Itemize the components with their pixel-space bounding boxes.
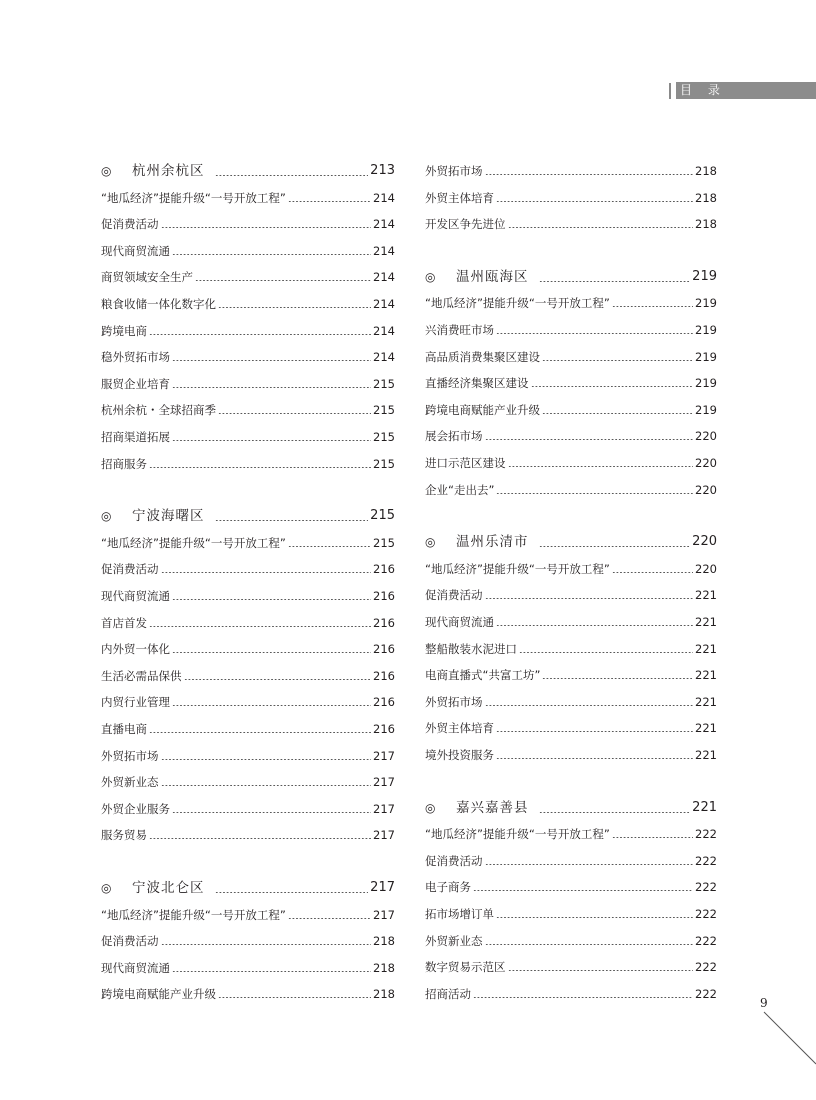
page-number: 9 (760, 996, 768, 1010)
toc-page-number: 214 (373, 270, 395, 285)
toc-label-text: 杭州余杭・全球招商季 (101, 403, 216, 418)
toc-label-text: 商贸领域安全生产 (101, 270, 193, 285)
toc-label-text: 电商直播式“共富工坊” (425, 668, 541, 683)
toc-page-number: 219 (692, 268, 717, 284)
section-bullet-icon: ◎ (101, 164, 112, 178)
toc-label-text: 境外投资服务 (425, 748, 494, 762)
toc-label-text: 促消费活动 (101, 934, 159, 949)
section-bullet-icon: ◎ (101, 509, 112, 524)
toc-page-number: 214 (373, 350, 395, 365)
toc-label-text: 整船散装水泥进口 (425, 641, 517, 656)
toc-label-text: “地瓜经济”提能升级“一号开放工程” (101, 535, 286, 550)
toc-page-number: 215 (373, 456, 395, 471)
toc-page-number: 216 (373, 642, 395, 657)
toc-label-text: 服贸企业培育 (101, 376, 170, 391)
toc-page-number: 220 (692, 534, 717, 550)
toc-page-number: 218 (373, 934, 395, 949)
toc-page-number: 215 (373, 376, 395, 391)
toc-label-text: 直播经济集聚区建设 (425, 376, 529, 391)
toc-page-number: 221 (695, 615, 717, 629)
toc-page-number: 217 (373, 748, 395, 763)
toc-page-number: 216 (373, 722, 395, 736)
corner-diagonal (764, 1012, 816, 1064)
toc-page-number: 214 (373, 190, 395, 205)
toc-page-number: 220 (695, 429, 717, 444)
toc-page-number: 218 (695, 217, 717, 232)
toc-label-text: 招商渠道拓展 (101, 430, 170, 444)
toc-page-number: 218 (373, 987, 395, 1002)
toc-label-text: 进口示范区建设 (425, 456, 506, 470)
toc-page-number: 214 (373, 243, 395, 258)
toc-label-text: 粮食收储一体化数字化 (101, 297, 216, 311)
toc-page-number: 220 (695, 561, 717, 576)
toc-label-text: 内贸行业管理 (101, 695, 170, 710)
toc-label-text: 外贸拓市场 (425, 694, 483, 709)
toc-label-text: “地瓜经济”提能升级“一号开放工程” (101, 190, 286, 205)
toc-label-text: 拓市场增订单 (425, 907, 494, 921)
toc-page-number: 218 (695, 164, 717, 178)
toc-label-text: 宁波海曙区 (132, 508, 205, 525)
toc-label-text: 跨境电商赋能产业升级 (425, 402, 540, 417)
toc-label-text: 跨境电商赋能产业升级 (101, 987, 216, 1002)
toc-page-number: 222 (695, 827, 717, 842)
toc-label-text: 招商活动 (425, 986, 471, 1001)
toc-page-number: 221 (695, 721, 717, 736)
section-bullet-icon: ◎ (101, 881, 112, 895)
toc-page-number: 220 (695, 456, 717, 470)
toc-page-number: 213 (370, 163, 395, 178)
toc-label-text: 外贸新业态 (425, 933, 483, 948)
toc-label-text: 服务贸易 (101, 828, 147, 843)
toc-page-number: 220 (695, 482, 717, 497)
toc-label-text: 跨境电商 (101, 323, 147, 338)
toc-page-number: 221 (695, 668, 717, 683)
toc-label-text: 高品质消费集聚区建设 (425, 349, 540, 364)
toc-page-number: 217 (373, 907, 395, 922)
toc-page-number: 214 (373, 323, 395, 338)
toc-label-text: 外贸企业服务 (101, 801, 170, 816)
toc-label-text: 稳外贸拓市场 (101, 350, 170, 365)
toc-page-number: 215 (373, 403, 395, 418)
toc-label-text: 现代商贸流通 (425, 615, 494, 629)
toc-label-text: 现代商贸流通 (101, 960, 170, 975)
toc-label-text: 开发区争先进位 (425, 217, 506, 232)
toc-page-number: 215 (373, 430, 395, 444)
toc-page-number: 217 (370, 880, 395, 895)
toc-page-number: 221 (692, 799, 717, 815)
toc-label-text: 外贸新业态 (101, 775, 159, 790)
toc-page-number: 219 (695, 296, 717, 311)
section-bullet-icon: ◎ (425, 800, 436, 815)
toc-label-text: 促消费活动 (101, 217, 159, 232)
section-bullet-icon: ◎ (425, 535, 436, 550)
toc-label-text: 杭州余杭区 (132, 163, 205, 179)
toc-page-number: 221 (695, 748, 717, 762)
toc-label-text: 企业“走出去” (425, 482, 495, 497)
toc-label-text: 招商服务 (101, 456, 147, 471)
toc-label-text: “地瓜经济”提能升级“一号开放工程” (101, 907, 286, 922)
toc-page-number: 216 (373, 668, 395, 683)
toc-page-number: 217 (373, 775, 395, 790)
toc-page-number: 215 (373, 535, 395, 550)
toc-label-text: 外贸主体培育 (425, 721, 494, 736)
toc-label-text: 首店首发 (101, 615, 147, 630)
toc-label-text: 现代商贸流通 (101, 589, 170, 603)
section-bullet-icon: ◎ (425, 269, 436, 284)
toc-page-number: 214 (373, 217, 395, 232)
toc-page-number: 219 (695, 349, 717, 364)
toc-page-number: 222 (695, 933, 717, 948)
toc-page-number: 219 (695, 323, 717, 337)
toc-page-number: 216 (373, 589, 395, 603)
toc-label-text: 兴消费旺市场 (425, 323, 494, 337)
toc-page-number: 222 (695, 986, 717, 1001)
toc-page-number: 222 (695, 960, 717, 975)
toc-label-text: 现代商贸流通 (101, 243, 170, 258)
toc-label-text: 嘉兴嘉善县 (456, 799, 529, 816)
toc-page-number: 222 (695, 880, 717, 895)
toc-label-text: “地瓜经济”提能升级“一号开放工程” (425, 561, 610, 576)
toc-label-text: 外贸拓市场 (101, 748, 159, 763)
toc-label-text: 内外贸一体化 (101, 642, 170, 657)
toc-page-number: 221 (695, 694, 717, 709)
toc-page-number: 219 (695, 402, 717, 417)
toc-label-text: “地瓜经济”提能升级“一号开放工程” (425, 827, 610, 842)
toc-page-number: 221 (695, 641, 717, 656)
toc-label-text: 促消费活动 (425, 588, 483, 603)
toc-page-number: 217 (373, 828, 395, 843)
toc-page-number: 222 (695, 853, 717, 868)
toc-label-text: 直播电商 (101, 722, 147, 736)
toc-page-number: 217 (373, 801, 395, 816)
toc-label-text: 展会拓市场 (425, 429, 483, 444)
toc-page-number: 215 (370, 508, 395, 524)
toc-label-text: 宁波北仑区 (132, 880, 205, 896)
toc-label-text: 数字贸易示范区 (425, 960, 506, 975)
toc-page-number: 218 (695, 190, 717, 205)
toc-page-number: 219 (695, 376, 717, 391)
toc-page-number: 221 (695, 588, 717, 603)
toc-page-number: 216 (373, 615, 395, 630)
toc-page-number: 216 (373, 695, 395, 710)
toc-label-text: 温州乐清市 (456, 534, 529, 551)
toc-label-text: 促消费活动 (101, 562, 159, 577)
toc-page-number: 222 (695, 907, 717, 921)
toc-page-number: 216 (373, 562, 395, 577)
toc-label-text: 温州瓯海区 (456, 268, 529, 285)
toc-label-text: 外贸拓市场 (425, 164, 483, 178)
toc-label-text: 外贸主体培育 (425, 190, 494, 205)
toc-header-title: 目 录 (676, 82, 816, 99)
toc-page-number: 218 (373, 960, 395, 975)
toc-label-text: 促消费活动 (425, 853, 483, 868)
toc-page-number: 214 (373, 297, 395, 311)
toc-label-text: 生活必需品保供 (101, 668, 182, 683)
toc-label-text: 电子商务 (425, 880, 471, 895)
toc-label-text: “地瓜经济”提能升级“一号开放工程” (425, 296, 610, 311)
